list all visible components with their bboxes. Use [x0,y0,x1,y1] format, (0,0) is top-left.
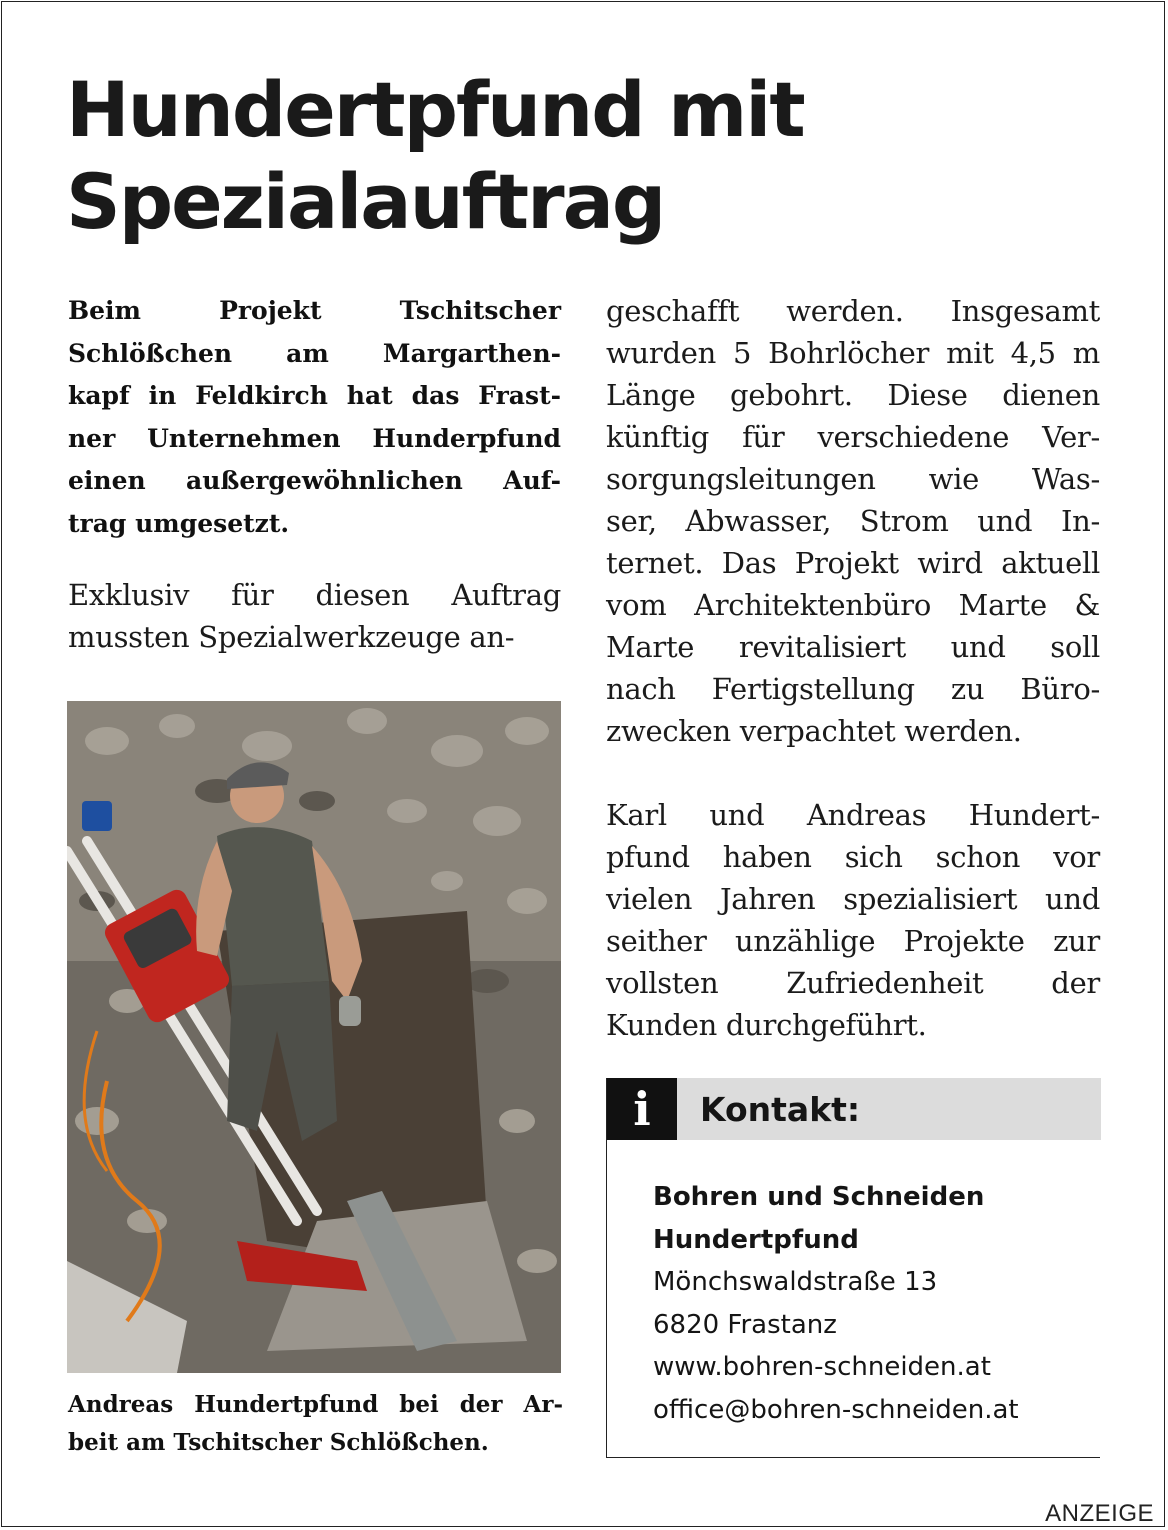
article-photo [67,701,561,1373]
website-link[interactable]: www.bohren-schneiden.at [653,1352,991,1382]
headline-line-2: Spezialauftrag [66,157,665,246]
lead-paragraph [68,290,561,545]
body-line: wurden 5 Bohrlöcher mit 4,5 m [606,336,1100,370]
lead-line: einen außergewöhnlichen Auf- [68,466,561,495]
body-paragraph-right-2 [606,794,1100,1046]
lead-line: kapf in Feldkirch hat das Frast- [68,381,561,410]
body-line: mussten Spezialwerkzeuge an- [68,620,515,654]
body-line: Marte revitalisiert und soll [606,630,1100,664]
photo-caption [68,1386,563,1462]
photo-illustration [67,701,561,1373]
body-paragraph-left [68,574,561,658]
contact-header [607,1078,1101,1140]
body-line: pfund haben sich schon vor [606,840,1100,874]
caption-line: Andreas Hundertpfund bei der Ar- [68,1391,563,1418]
body-line: ser, Abwasser, Strom und In- [606,504,1100,538]
contact-box [606,1078,1100,1458]
body-line: sorgungsleitungen wie Was- [606,462,1100,496]
body-line: seither unzählige Projekte zur [606,924,1100,958]
lead-line: trag umgesetzt. [68,508,290,538]
contact-title: Kontakt: [700,1090,861,1129]
right-column [606,290,1100,1046]
headline-line-1: Hundertpfund mit [66,65,804,154]
caption-line: beit am Tschitscher Schlößchen. [68,1429,489,1456]
info-icon: i [607,1078,677,1140]
body-line: vom Architektenbüro Marte & [606,588,1100,622]
body-line: Kunden durchgeführt. [606,1008,927,1042]
body-line: nach Fertigstellung zu Büro- [606,672,1100,706]
advertisement-label: ANZEIGE [1045,1500,1154,1527]
email-link[interactable]: office@bohren-schneiden.at [653,1394,1019,1425]
body-line: ternet. Das Projekt wird aktuell [606,546,1100,580]
contact-details [653,1176,1093,1431]
body-line: geschafft werden. Insgesamt [606,294,1100,328]
lead-line: Schlößchen am Margarthen- [68,338,561,368]
body-line: Exklusiv für diesen Auftrag [68,578,561,612]
lead-line: Beim Projekt Tschitscher [68,296,561,325]
lead-line: ner Unternehmen Hunderpfund [68,423,561,453]
body-line: künftig für verschiedene Ver- [606,420,1100,454]
company-name-line-1: Bohren und Schneiden [653,1182,985,1212]
company-name-line-2: Hundertpfund [653,1224,859,1255]
address-street: Mönchswaldstraße 13 [653,1267,938,1297]
body-line: vielen Jahren spezialisiert und [606,882,1100,916]
left-column [68,290,561,658]
body-line: Länge gebohrt. Diese dienen [606,378,1100,412]
body-paragraph-right-1 [606,290,1100,752]
address-city: 6820 Frastanz [653,1309,837,1340]
headline [66,64,1066,248]
body-line: vollsten Zufriedenheit der [606,966,1100,1000]
body-line: zwecken verpachtet werden. [606,714,1022,748]
body-line: Karl und Andreas Hundert- [606,798,1100,832]
